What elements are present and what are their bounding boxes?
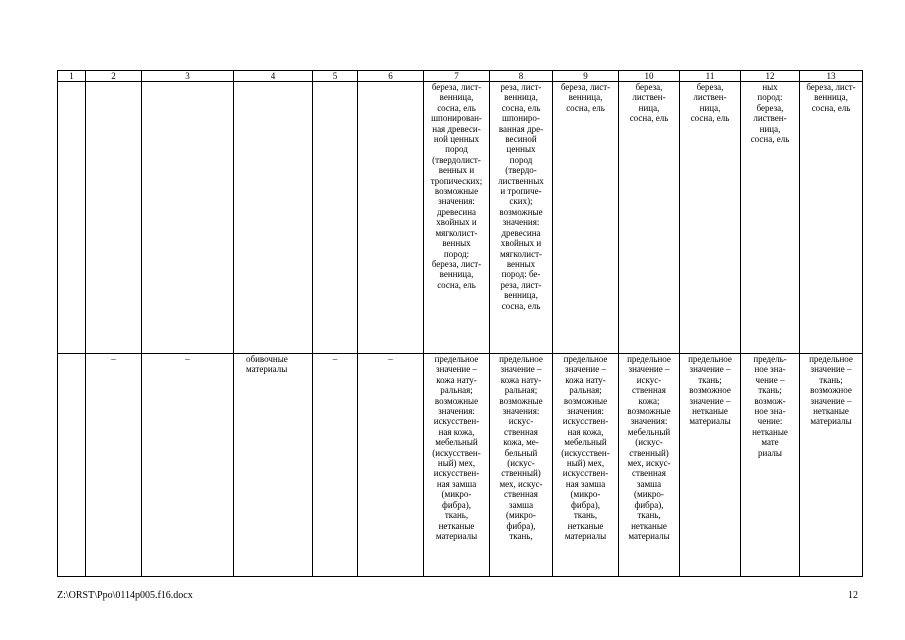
header-cell: 7 bbox=[424, 71, 490, 82]
header-cell: 3 bbox=[142, 71, 234, 82]
table-cell: – bbox=[86, 354, 142, 577]
data-table bbox=[57, 70, 863, 577]
table-cell: предельное значение – кожа нату- ральная; возможные значения: искус- ственная кожа, ме- бельный (искус- ственный) мех, искус- ственная замша (микро- фибра), ткань, bbox=[490, 354, 553, 577]
table-cell: предельное значение – кожа нату- ральная; возможные значения: искусствен- ная кожа, мебельный (искусствен- ный) мех, искусствен- ная замша (микро- фибра), ткань, нетканые материалы bbox=[553, 354, 619, 577]
table-cell: предельное значение – ткань; возможное значение – нетканые материалы bbox=[680, 354, 741, 577]
table-cell: береза, лист- венница, сосна, ель bbox=[553, 82, 619, 354]
header-cell: 8 bbox=[490, 71, 553, 82]
header-cell: 12 bbox=[741, 71, 800, 82]
table-cell: – bbox=[142, 354, 234, 577]
header-cell: 1 bbox=[58, 71, 86, 82]
table-cell bbox=[234, 82, 313, 354]
table-cell: обивочные материалы bbox=[234, 354, 313, 577]
file-path: Z:\ORST\Ppo\0114p005.f16.docx bbox=[57, 590, 193, 601]
table-cell bbox=[58, 82, 86, 354]
header-cell: 9 bbox=[553, 71, 619, 82]
header-cell: 5 bbox=[313, 71, 358, 82]
table-cell: береза, листвен- ница, сосна, ель bbox=[680, 82, 741, 354]
table-cell: – bbox=[358, 354, 424, 577]
header-cell: 10 bbox=[619, 71, 680, 82]
header-cell: 11 bbox=[680, 71, 741, 82]
table-row bbox=[58, 82, 863, 354]
table-cell bbox=[142, 82, 234, 354]
table-cell: предель- ное зна- чение – ткань; возмож- ное зна- чение: нетканые мате риалы bbox=[741, 354, 800, 577]
header-cell: 4 bbox=[234, 71, 313, 82]
table-row bbox=[58, 354, 863, 577]
table-cell bbox=[313, 82, 358, 354]
table-cell: предельное значение – ткань; возможное значение – нетканые материалы bbox=[800, 354, 863, 577]
header-cell: 2 bbox=[86, 71, 142, 82]
table-cell bbox=[86, 82, 142, 354]
table-cell: береза, лист- венница, сосна, ель шпонирован- ная древеси- ной ценных пород (твердолист- венных и тропических; возможные значения: древесина хвойных и мягколист- венных пород: береза, лист- венница, сосна, ель bbox=[424, 82, 490, 354]
header-row bbox=[58, 71, 863, 82]
table-cell: береза, лист- венница, сосна, ель bbox=[800, 82, 863, 354]
table-cell: предельное значение – искус- ственная кожа; возможные значения: мебельный (искус- ственный) мех, искус- ственная замша (микро- фибра), ткань, нетканые материалы bbox=[619, 354, 680, 577]
table-cell: – bbox=[313, 354, 358, 577]
table-cell bbox=[58, 354, 86, 577]
header-cell: 6 bbox=[358, 71, 424, 82]
table-cell bbox=[358, 82, 424, 354]
page-number: 12 bbox=[848, 590, 858, 601]
table-cell: реза, лист- венница, сосна, ель шпониро- ванная дре- весиной ценных пород (твердо- лиственных и тропиче- ских); возможные значения: древесина хвойных и мягколист- венных пород: бе- реза, лист- венница, сосна, ель bbox=[490, 82, 553, 354]
table-cell: предельное значение – кожа нату- ральная; возможные значения: искусствен- ная кожа, мебельный (искусствен- ный) мех, искусствен- ная замша (микро- фибра), ткань, нетканые материалы bbox=[424, 354, 490, 577]
header-cell: 13 bbox=[800, 71, 863, 82]
table-cell: береза, листвен- ница, сосна, ель bbox=[619, 82, 680, 354]
table-cell: ных пород: береза, листвен- ница, сосна, ель bbox=[741, 82, 800, 354]
